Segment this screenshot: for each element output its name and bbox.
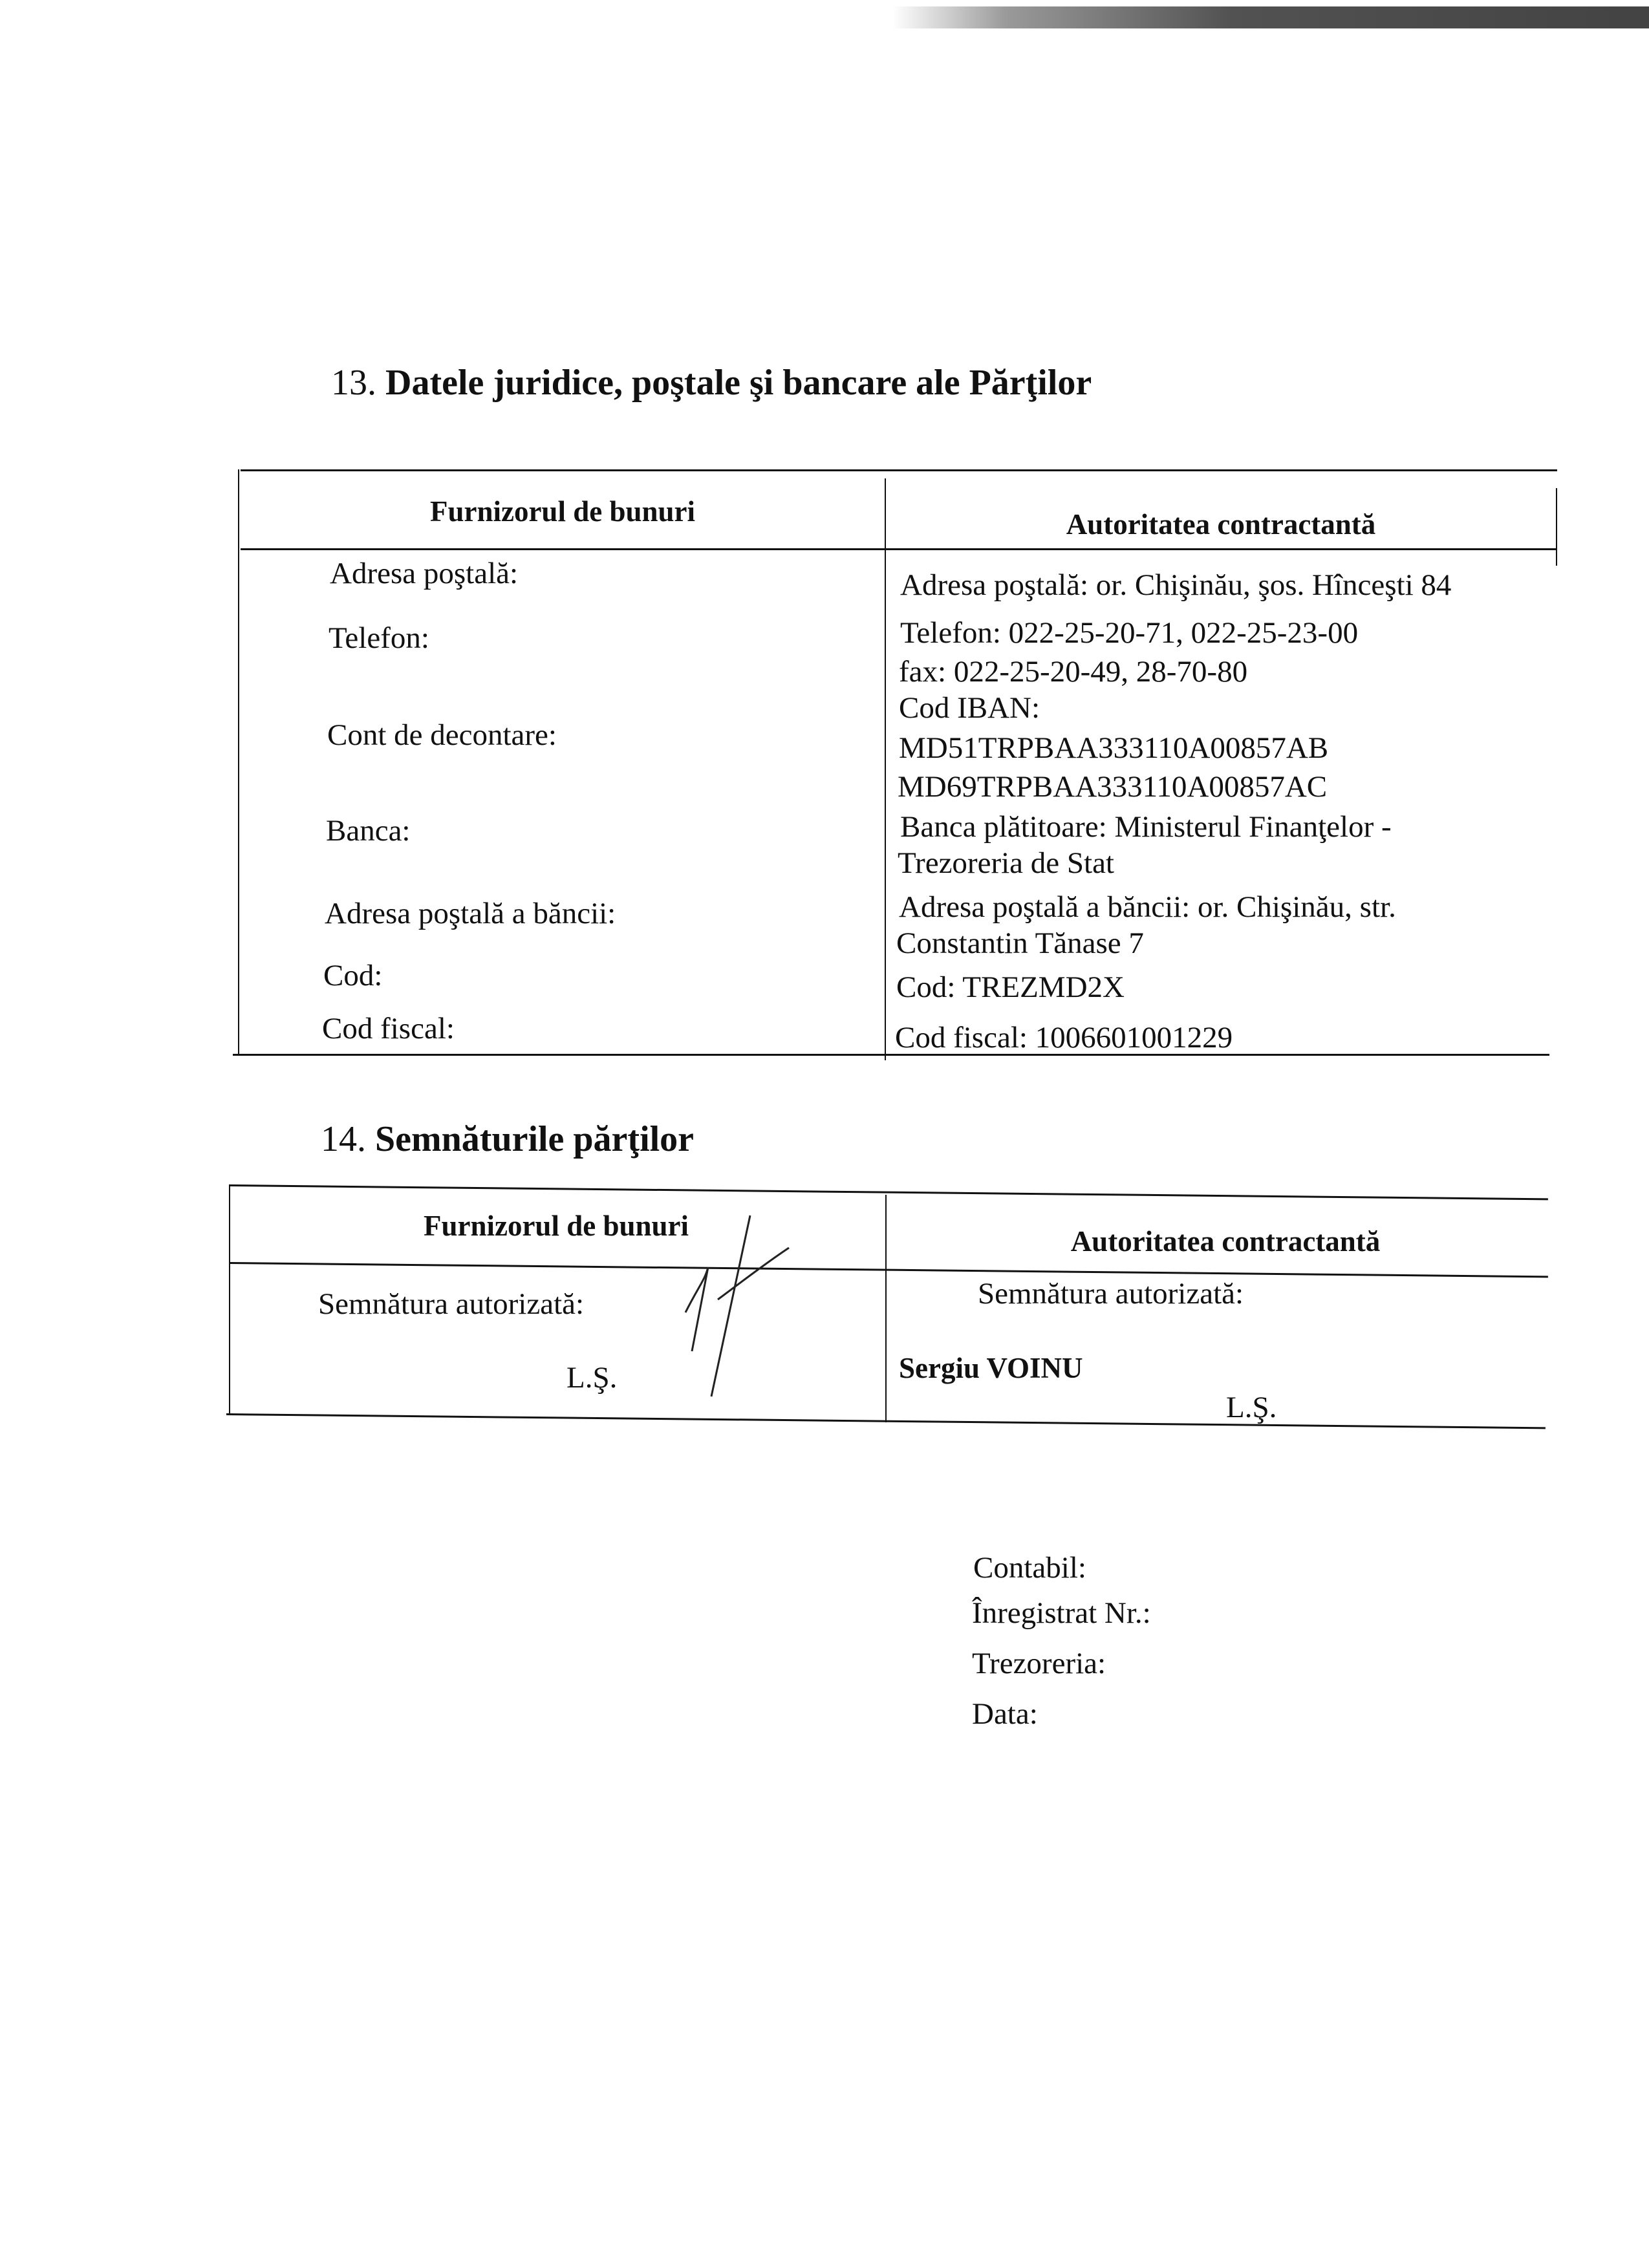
field-postal-address: Adresa poştală: [330, 557, 519, 590]
header-authority: Autoritatea contractantă [1066, 508, 1376, 540]
section-number: 13. [331, 363, 376, 403]
authority-line: Cod: TREZMD2X [896, 970, 1125, 1004]
field-phone: Telefon: [329, 621, 429, 655]
field-code: Cod: [323, 959, 383, 992]
registered-number-label: Înregistrat Nr.: [972, 1596, 1151, 1630]
authority-line: Adresa poştală a băncii: or. Chişinău, str. [899, 890, 1396, 924]
field-fiscal-code: Cod fiscal: [322, 1012, 455, 1045]
section-title: Datele juridice, poştale şi bancare ale Părţilor [385, 363, 1092, 403]
accountant-label: Contabil: [973, 1551, 1086, 1585]
section-14-heading [321, 1118, 694, 1160]
header-supplier: Furnizorul de bunuri [429, 495, 696, 528]
iban-1: MD51TRPBAA333110A00857AB [899, 731, 1329, 765]
handwritten-signature-icon [647, 1209, 802, 1403]
authority-signatory-name: Sergiu VOINU [899, 1352, 1083, 1384]
section-13-heading [331, 362, 1092, 403]
authority-line: Cod fiscal: 1006601001229 [895, 1021, 1233, 1054]
supplier-signature-label: Semnătura autorizată: [318, 1287, 585, 1321]
section-title: Semnăturile părţilor [375, 1119, 695, 1159]
section-number: 14. [321, 1119, 366, 1159]
authority-line: Trezoreria de Stat [898, 846, 1114, 880]
iban-2: MD69TRPBAA333110A00857AC [898, 770, 1328, 804]
scan-artifact [892, 6, 1649, 28]
field-bank-address: Adresa poştală a băncii: [325, 897, 616, 930]
header-supplier: Furnizorul de bunuri [423, 1210, 689, 1242]
treasury-label: Trezoreria: [972, 1647, 1106, 1680]
authority-line: Adresa poştală: or. Chişinău, şos. Hînceşti 84 [900, 568, 1452, 602]
authority-stamp: L.Ş. [1226, 1391, 1277, 1424]
date-label: Data: [972, 1697, 1038, 1731]
field-account: Cont de decontare: [327, 718, 557, 752]
authority-signature-label: Semnătura autorizată: [978, 1277, 1244, 1311]
authority-line: Cod IBAN: [899, 691, 1040, 725]
field-bank: Banca: [326, 814, 411, 848]
authority-line: fax: 022-25-20-49, 28-70-80 [899, 655, 1248, 689]
authority-line: Constantin Tănase 7 [896, 926, 1144, 960]
supplier-stamp: L.Ş. [566, 1361, 618, 1395]
header-authority: Autoritatea contractantă [1070, 1225, 1381, 1257]
authority-line: Banca plătitoare: Ministerul Finanţelor - [900, 810, 1392, 844]
authority-line: Telefon: 022-25-20-71, 022-25-23-00 [900, 616, 1359, 650]
